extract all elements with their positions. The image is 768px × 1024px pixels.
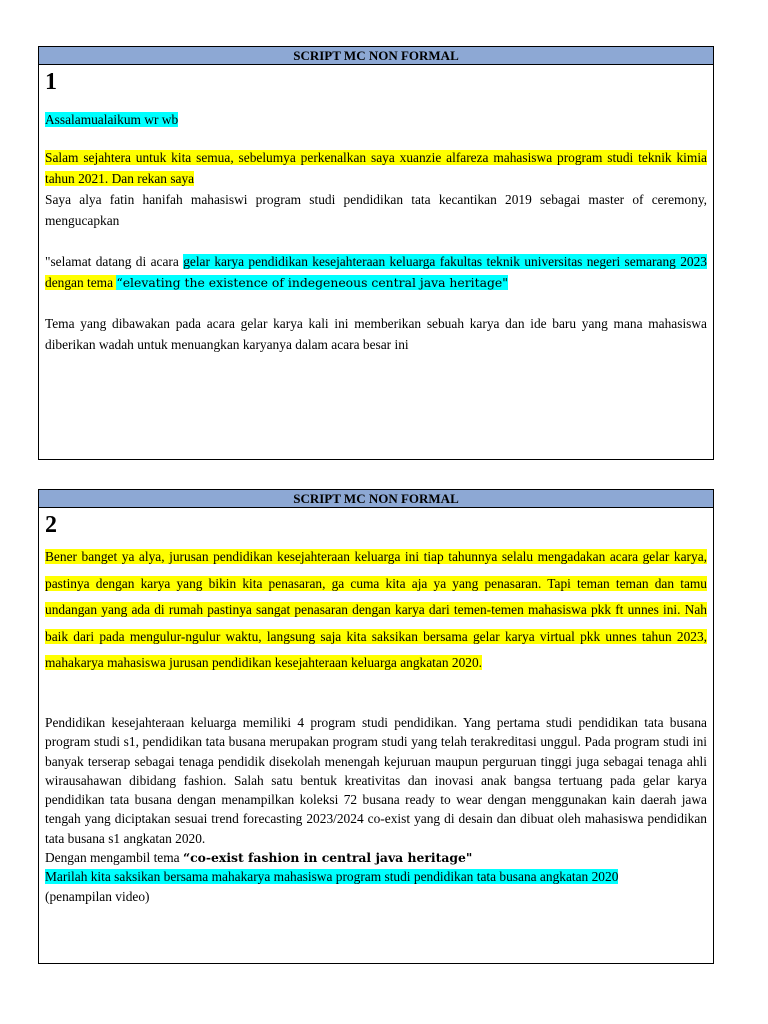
card-body	[39, 67, 713, 355]
welcome-prefix: "selamat datang di acara	[45, 254, 184, 269]
theme-line	[45, 848, 707, 867]
theme-paragraph: Tema yang dibawakan pada acara gelar karya kali ini memberikan sebuah karya dan ide baru yang mana mahasiswa diberikan wadah untuk menuangkan karyanya dalam acara besar ini	[45, 316, 707, 352]
card-body	[39, 510, 713, 906]
welcome-theme-label: dengan tema	[45, 275, 117, 290]
welcome-theme-text: “elevating the existence of indegeneous central java heritage"	[116, 275, 508, 290]
theme-bold-text: “co-exist fashion in central java heritage"	[182, 850, 473, 866]
welcome-event-text: gelar karya pendidikan kesejahteraan keluarga fakultas teknik universitas negeri semarang 2023	[183, 254, 707, 269]
script-card-2	[38, 489, 714, 964]
welcome-paragraph	[45, 251, 707, 293]
card-number: 2	[45, 512, 57, 538]
closing-highlight-text: Marilah kita saksikan bersama mahakarya mahasiswa program studi pendidikan tata busana angkatan 2020	[45, 869, 619, 885]
script-card-1	[38, 46, 714, 460]
intro-highlight-text: Salam sejahtera untuk kita semua, sebelumya perkenalkan saya xuanzie alfareza mahasiswa program studi teknik kimia tahun 2021. Dan rekan saya	[45, 150, 707, 186]
intro-plain-text: Saya alya fatin hanifah mahasiswi program studi pendidikan tata kecantikan 2019 sebagai master of ceremony, mengucapkan	[45, 192, 707, 228]
theme-prefix: Dengan mengambil tema	[45, 850, 183, 866]
video-note: (penampilan video)	[45, 888, 150, 904]
greeting-text: Assalamualaikum wr wb	[45, 112, 179, 127]
card-header: SCRIPT MC NON FORMAL	[39, 490, 713, 508]
opening-highlight-text: Bener banget ya alya, jurusan pendidikan kesejahteraan keluarga ini tiap tahunnya selalu mengadakan acara gelar karya, pastinya dengan karya yang bikin kita penasaran, ga cuma kita aja ya yang penasaran. Tapi teman teman dan tamu undangan yang ada di rumah pastinya sangat penasaran dengan karya dari temen-temen mahasiswa pkk ft unnes ini. Nah baik dari pada mengulur-ngulur waktu, langsung saja kita saksikan bersama gelar karya virtual pkk unnes tahun 2023, mahakarya mahasiswa jurusan pendidikan kesejahteraan keluarga angkatan 2020.	[45, 549, 707, 671]
card-header: SCRIPT MC NON FORMAL	[39, 47, 713, 65]
body-paragraph: Pendidikan kesejahteraan keluarga memiliki 4 program studi pendidikan. Yang pertama studi pendidikan tata busana program studi s1, pendidikan tata busana merupakan program studi yang telah terakreditasi unggul. Pada program studi ini banyak terserap sebagai tenaga pendidik disekolah menengah kejuruan maupun perguruan tinggi juga sebagai tenaga ahli wirausahawan dibidang fashion. Salah satu bentuk kreativitas dan inovasi anak bangsa tertuang pada gelar karya pendidikan tata busana dengan menampilkan koleksi 72 busana ready to wear dengan menggunakan kain daerah jawa tengah yang diciptakan sesuai trend forecasting 2023/2024 co-exist yang di desain dan dibuat oleh mahasiswa pendidikan tata busana s1 angkatan 2020.	[45, 714, 707, 846]
card-number: 1	[45, 69, 57, 95]
